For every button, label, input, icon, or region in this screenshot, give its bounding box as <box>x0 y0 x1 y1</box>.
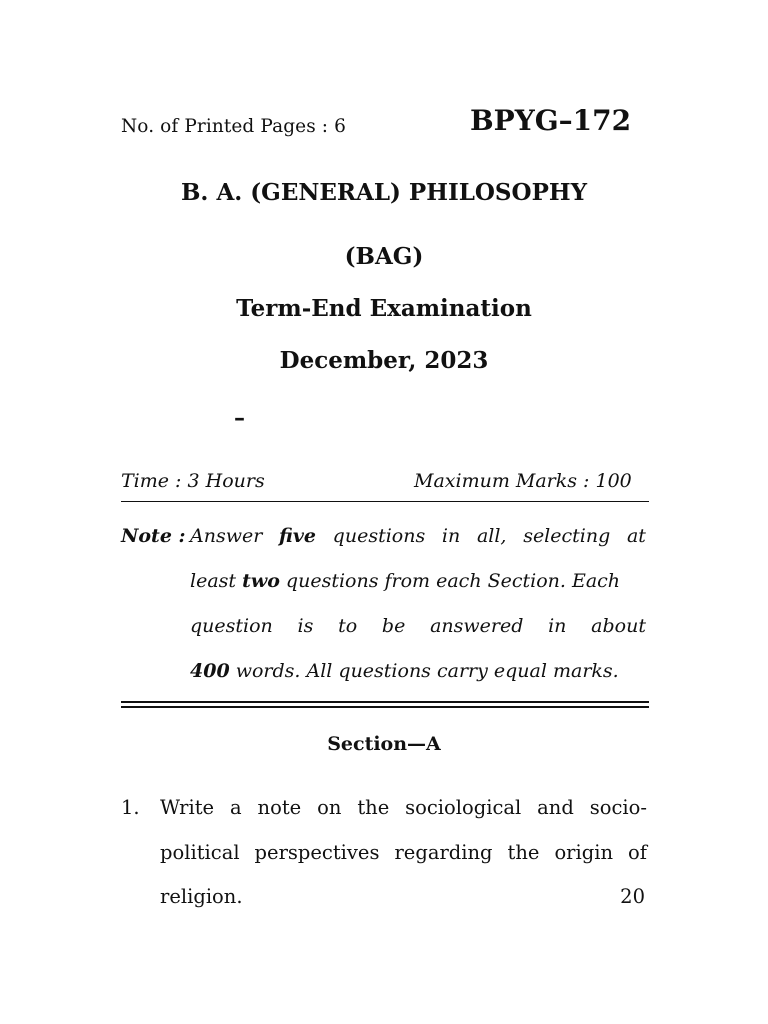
question-word: on <box>317 796 342 819</box>
note-word: to <box>338 615 358 637</box>
note-word: question <box>190 615 273 637</box>
exam-session: December, 2023 <box>279 347 489 374</box>
question-word: a <box>230 796 242 819</box>
note-word: all, <box>476 525 507 547</box>
exam-title: Term-End Examination <box>236 295 532 322</box>
note-label: Note : <box>121 525 186 547</box>
question-word: perspectives <box>254 841 380 864</box>
note-word: Answer <box>190 525 263 547</box>
course-code: BPYG–172 <box>470 104 632 137</box>
question-word: the <box>357 796 390 819</box>
note-word: selecting <box>523 525 611 547</box>
question-line-3: religion. <box>160 885 243 908</box>
question-word: socio- <box>589 796 647 819</box>
programme-title: B. A. (GENERAL) PHILOSOPHY <box>180 179 588 206</box>
note-text: words. All questions carry equal marks. <box>229 660 619 682</box>
dash-mark: – <box>234 405 245 431</box>
programme-abbreviation: (BAG) <box>344 243 424 270</box>
maximum-marks: Maximum Marks : 100 <box>414 470 632 492</box>
question-marks: 20 <box>620 885 645 908</box>
exam-duration: Time : 3 Hours <box>121 470 265 492</box>
note-text: questions from each Section. Each <box>279 570 621 592</box>
note-line-2 <box>190 570 646 592</box>
question-word: Write <box>160 796 215 819</box>
note-word: be <box>381 615 406 637</box>
question-line-2 <box>160 841 647 864</box>
note-word: in <box>441 525 461 547</box>
note-word: questions <box>332 525 426 547</box>
question-number: 1. <box>121 796 140 819</box>
note-word: is <box>297 615 314 637</box>
question-word: the <box>507 841 540 864</box>
section-heading: Section—A <box>327 733 441 755</box>
note-line-1 <box>190 525 646 547</box>
note-word-emphasis: two <box>242 570 280 592</box>
note-line-4 <box>190 660 646 682</box>
note-text: least <box>190 570 243 592</box>
note-word: at <box>626 525 646 547</box>
note-word: in <box>548 615 567 637</box>
note-word-emphasis: 400 <box>190 660 230 682</box>
question-word: sociological <box>405 796 522 819</box>
divider-line <box>121 501 649 502</box>
note-line-3 <box>190 615 646 637</box>
question-word: note <box>257 796 302 819</box>
note-word-emphasis: five <box>279 525 316 547</box>
question-line-1 <box>160 796 647 819</box>
printed-pages-count: No. of Printed Pages : 6 <box>121 116 346 137</box>
double-divider-top <box>121 701 649 703</box>
question-word: of <box>628 841 647 864</box>
note-word: answered <box>430 615 524 637</box>
question-word: regarding <box>394 841 493 864</box>
question-word: political <box>160 841 240 864</box>
question-word: origin <box>554 841 614 864</box>
note-word: about <box>591 615 646 637</box>
double-divider-bottom <box>121 706 649 708</box>
question-word: and <box>537 796 574 819</box>
